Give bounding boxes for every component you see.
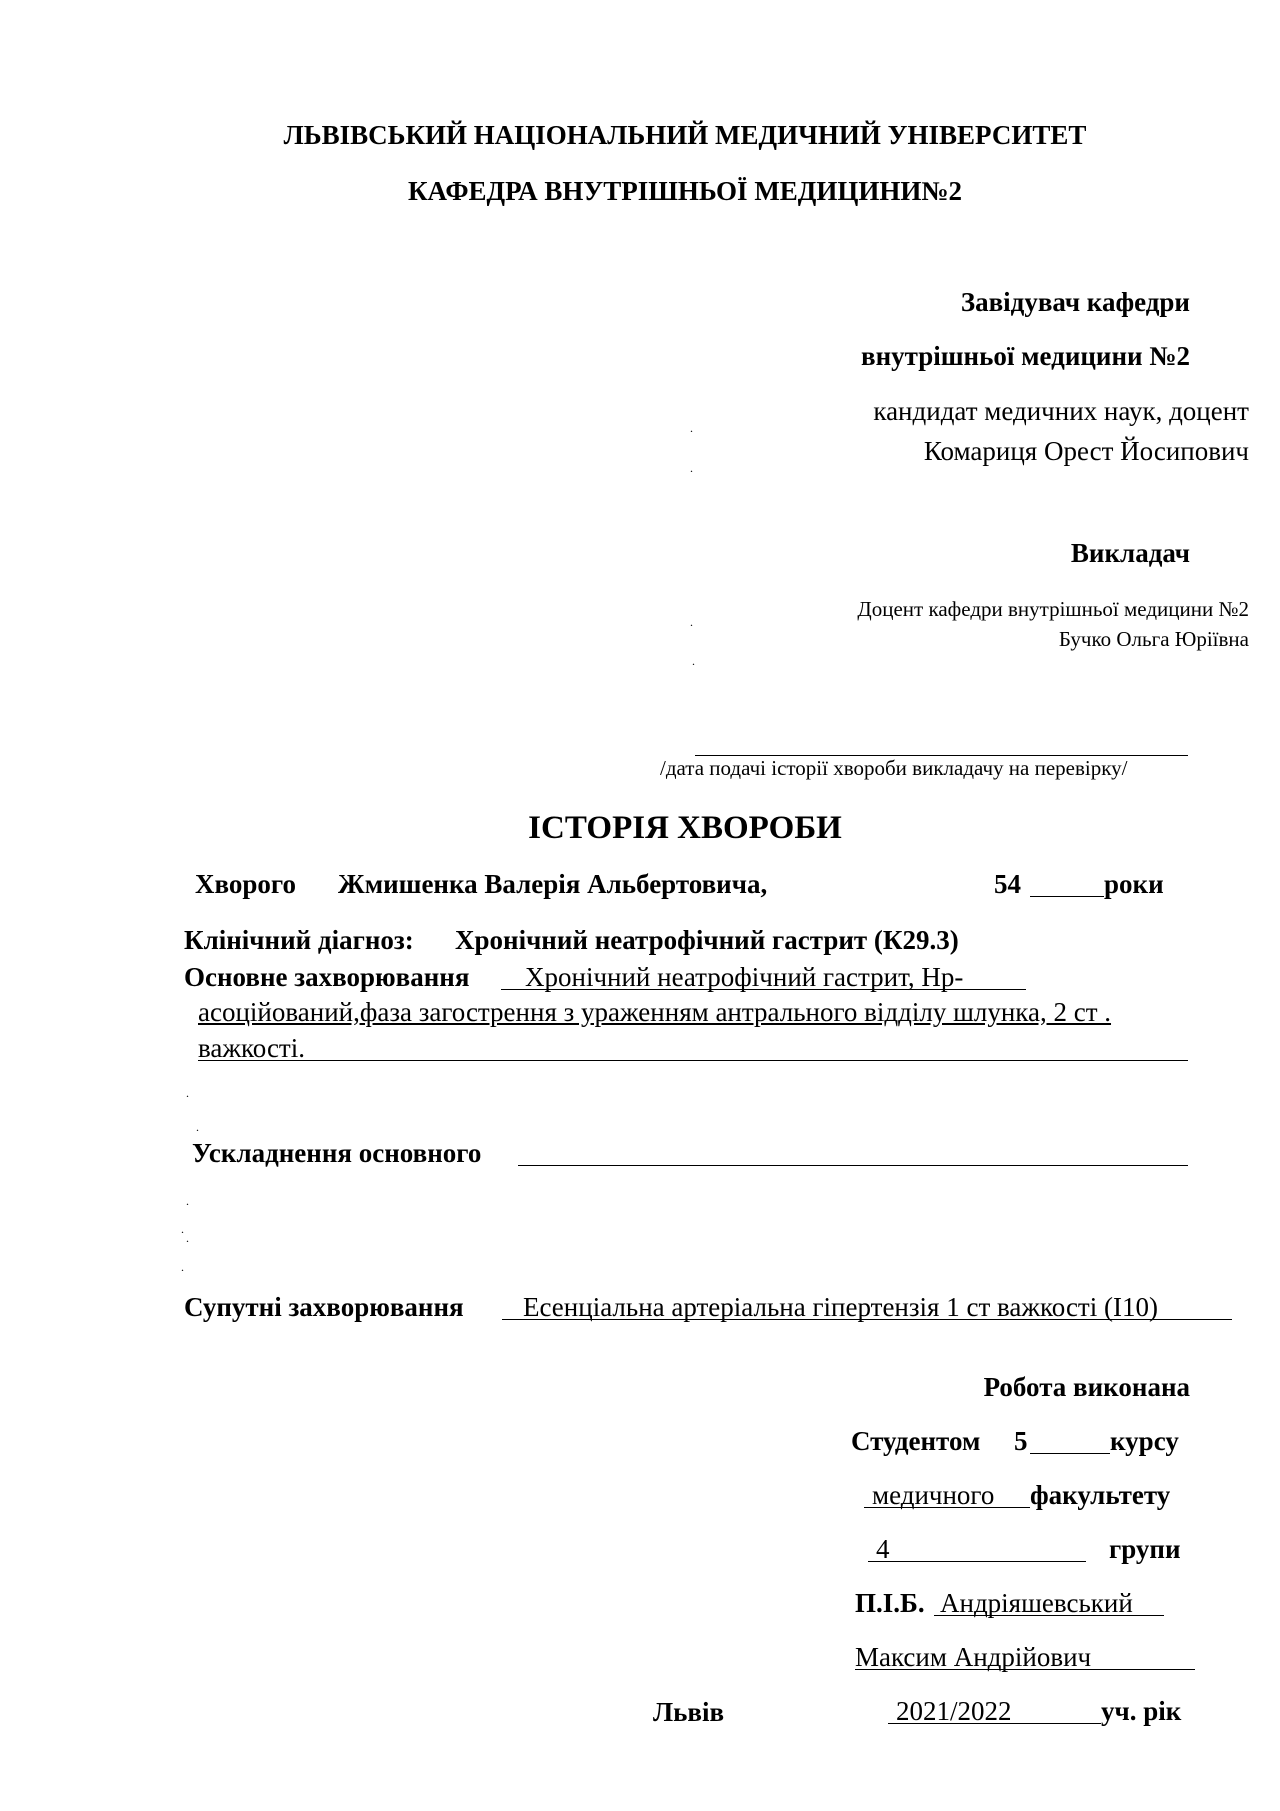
margin-dot: . xyxy=(196,1120,199,1134)
city: Львів xyxy=(653,1697,725,1727)
clinical-diagnosis-value: Хронічний неатрофічний гастрит (К29.3) xyxy=(455,925,959,955)
head-name: Комариця Орест Йосипович xyxy=(923,436,1249,466)
student-faculty-suffix: факультету xyxy=(1030,1480,1171,1510)
main-disease-line2: асоційований,фаза загострення з ураженням антрального відділу шлунка, 2 ст . xyxy=(198,997,1112,1027)
head-title-line2: внутрішньої медицини №2 xyxy=(861,341,1190,371)
margin-dot: . xyxy=(186,1194,189,1208)
submission-date-caption: /дата подачі історії хвороби викладачу на перевірку/ xyxy=(660,756,1128,780)
main-disease-line1: Хронічний неатрофічний гастрит, Нр- xyxy=(525,962,964,992)
main-disease-label: Основне захворювання xyxy=(184,962,470,992)
clinical-diagnosis-label: Клінічний діагноз: xyxy=(184,925,414,955)
margin-dot: . xyxy=(690,615,693,629)
student-faculty: медичного xyxy=(872,1480,995,1510)
patient-name: Жмишенка Валерія Альбертовича, xyxy=(338,869,768,899)
complications-blank-line xyxy=(518,1165,1188,1166)
patient-label: Хворого xyxy=(195,869,296,899)
teacher-title: Викладач xyxy=(1070,538,1190,568)
head-title-line1: Завідувач кафедри xyxy=(960,287,1190,317)
head-degree: кандидат медичних наук, доцент xyxy=(873,396,1249,426)
student-name-line2: Максим Андрійович xyxy=(855,1642,1092,1672)
academic-year-suffix: уч. рік xyxy=(1101,1696,1182,1726)
document-title: ІСТОРІЯ ХВОРОБИ xyxy=(528,810,842,846)
age-blank-line xyxy=(1030,896,1104,897)
student-group: 4 xyxy=(876,1534,890,1564)
student-group-suffix: групи xyxy=(1109,1534,1181,1564)
margin-dot: . xyxy=(181,1260,184,1274)
academic-year: 2021/2022 xyxy=(896,1696,1012,1726)
patient-age: 54 xyxy=(994,869,1021,899)
student-label: Студентом xyxy=(851,1426,981,1456)
margin-dot: . xyxy=(181,1222,184,1236)
main-disease-line3: важкості. xyxy=(198,1033,305,1063)
main-disease-underline-3 xyxy=(198,1060,1188,1061)
patient-age-suffix: роки xyxy=(1104,869,1164,899)
comorbidities-value: Есенціальна артеріальна гіпертензія 1 ст важкості (І10) xyxy=(523,1292,1158,1322)
comorbidities-label: Супутні захворювання xyxy=(184,1292,464,1322)
student-course-suffix: курсу xyxy=(1110,1426,1179,1456)
student-course: 5 xyxy=(1014,1426,1028,1456)
student-name-line1: Андріяшевський xyxy=(940,1588,1133,1618)
student-name-label: П.І.Б. xyxy=(855,1588,925,1618)
margin-dot: . xyxy=(690,421,693,435)
margin-dot: . xyxy=(690,461,693,475)
complications-label: Ускладнення основного xyxy=(192,1138,482,1168)
margin-dot: . xyxy=(186,1086,189,1100)
university-name: ЛЬВІВСЬКИЙ НАЦІОНАЛЬНИЙ МЕДИЧНИЙ УНІВЕРСИТЕТ xyxy=(283,120,1087,150)
teacher-position: Доцент кафедри внутрішньої медицини №2 xyxy=(857,597,1249,621)
course-blank-line xyxy=(1030,1453,1110,1454)
department-name: КАФЕДРА ВНУТРІШНЬОЇ МЕДИЦИНИ№2 xyxy=(407,176,963,206)
author-title: Робота виконана xyxy=(983,1372,1190,1402)
teacher-name: Бучко Ольга Юріївна xyxy=(1058,627,1249,651)
group-underline xyxy=(868,1561,1086,1562)
margin-dot: . xyxy=(692,654,695,668)
margin-dot: . xyxy=(186,1231,189,1245)
